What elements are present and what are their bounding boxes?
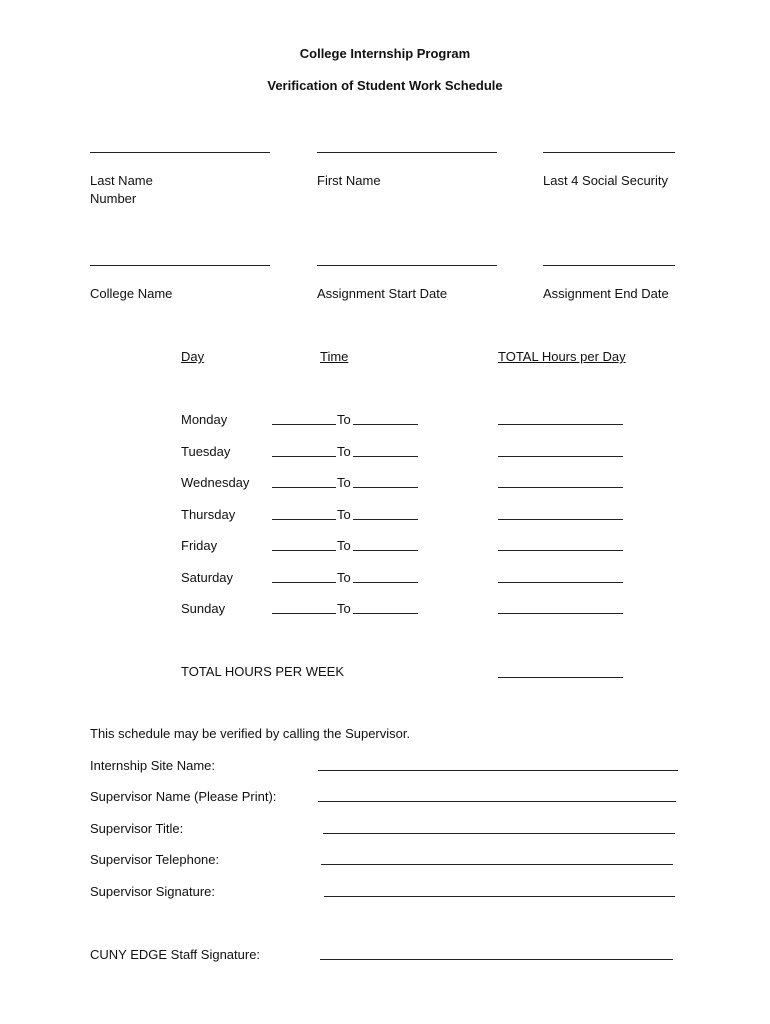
supervisor-signature-field[interactable] <box>324 896 675 897</box>
to-label: To <box>337 475 351 490</box>
day-column-header: Day <box>181 349 205 364</box>
start-time-field[interactable] <box>272 456 336 457</box>
staff-signature-label: CUNY EDGE Staff Signature: <box>90 947 261 962</box>
start-time-field[interactable] <box>272 582 336 583</box>
end-time-field[interactable] <box>353 613 418 614</box>
to-label: To <box>337 538 351 553</box>
start-time-field[interactable] <box>272 424 336 425</box>
start-date-field[interactable] <box>317 265 497 266</box>
number-label: Number <box>90 191 137 206</box>
verification-note: This schedule may be verified by calling the Supervisor. <box>90 726 411 741</box>
total-week-label: TOTAL HOURS PER WEEK <box>181 664 345 679</box>
total-hours-column-header: TOTAL Hours per Day <box>498 349 626 364</box>
college-name-field[interactable] <box>90 265 270 266</box>
college-name-label: College Name <box>90 286 173 301</box>
staff-signature-field[interactable] <box>320 959 673 960</box>
end-time-field[interactable] <box>353 519 418 520</box>
day-label-tuesday: Tuesday <box>181 444 231 459</box>
last-name-field[interactable] <box>90 152 270 153</box>
last4-ssn-field[interactable] <box>543 152 675 153</box>
to-label: To <box>337 444 351 459</box>
first-name-field[interactable] <box>317 152 497 153</box>
site-name-field[interactable] <box>318 770 678 771</box>
supervisor-title-field[interactable] <box>323 833 675 834</box>
start-time-field[interactable] <box>272 550 336 551</box>
day-total-hours-field[interactable] <box>498 613 623 614</box>
to-label: To <box>337 570 351 585</box>
to-label: To <box>337 507 351 522</box>
day-total-hours-field[interactable] <box>498 424 623 425</box>
site-name-label: Internship Site Name: <box>90 758 216 773</box>
total-week-field[interactable] <box>498 677 623 678</box>
day-label-thursday: Thursday <box>181 507 236 522</box>
first-name-label: First Name <box>317 173 381 188</box>
end-time-field[interactable] <box>353 550 418 551</box>
day-total-hours-field[interactable] <box>498 519 623 520</box>
time-column-header: Time <box>320 349 349 364</box>
day-total-hours-field[interactable] <box>498 456 623 457</box>
end-time-field[interactable] <box>353 487 418 488</box>
day-label-saturday: Saturday <box>181 570 234 585</box>
last-name-label: Last Name <box>90 173 153 188</box>
to-label: To <box>337 601 351 616</box>
day-total-hours-field[interactable] <box>498 550 623 551</box>
start-date-label: Assignment Start Date <box>317 286 448 301</box>
day-total-hours-field[interactable] <box>498 487 623 488</box>
end-time-field[interactable] <box>353 456 418 457</box>
supervisor-telephone-field[interactable] <box>321 864 673 865</box>
day-total-hours-field[interactable] <box>498 582 623 583</box>
supervisor-name-label: Supervisor Name (Please Print): <box>90 789 277 804</box>
day-label-wednesday: Wednesday <box>181 475 250 490</box>
end-time-field[interactable] <box>353 582 418 583</box>
supervisor-title-label: Supervisor Title: <box>90 821 184 836</box>
form-subtitle: Verification of Student Work Schedule <box>267 78 503 93</box>
end-time-field[interactable] <box>353 424 418 425</box>
supervisor-signature-label: Supervisor Signature: <box>90 884 216 899</box>
end-date-field[interactable] <box>543 265 675 266</box>
start-time-field[interactable] <box>272 487 336 488</box>
day-label-sunday: Sunday <box>181 601 226 616</box>
end-date-label: Assignment End Date <box>543 286 669 301</box>
start-time-field[interactable] <box>272 519 336 520</box>
supervisor-name-field[interactable] <box>318 801 676 802</box>
supervisor-telephone-label: Supervisor Telephone: <box>90 852 220 867</box>
form-title: College Internship Program <box>299 46 471 61</box>
day-label-friday: Friday <box>181 538 218 553</box>
start-time-field[interactable] <box>272 613 336 614</box>
day-label-monday: Monday <box>181 412 228 427</box>
to-label: To <box>337 412 351 427</box>
last4-ssn-label: Last 4 Social Security <box>543 173 669 188</box>
